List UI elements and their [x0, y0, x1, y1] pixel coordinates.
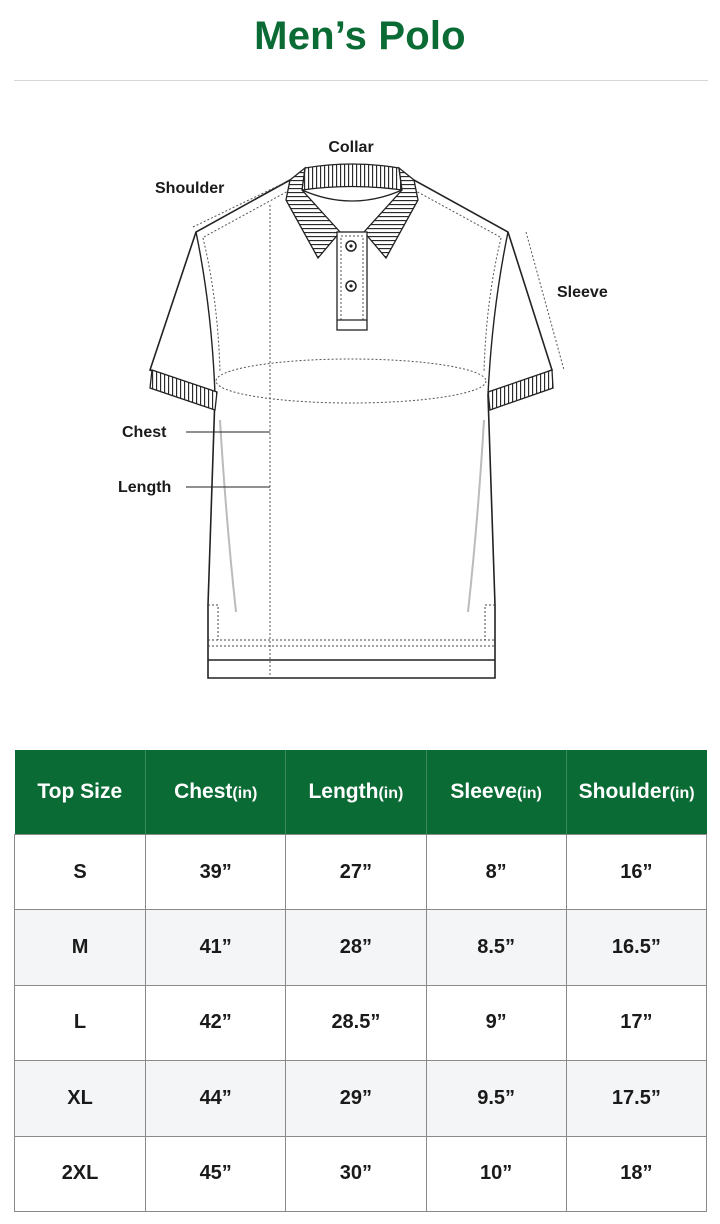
cell-chest: 44”: [146, 1061, 286, 1136]
label-length: Length: [118, 479, 172, 496]
table-row: [15, 910, 707, 985]
cell-length: 28.5”: [286, 985, 426, 1060]
cell-shoulder: 16.5”: [566, 910, 706, 985]
cell-shoulder: 17”: [566, 985, 706, 1060]
polo-measurement-diagram: [0, 90, 720, 700]
cell-chest: 45”: [146, 1136, 286, 1211]
cell-chest: 42”: [146, 985, 286, 1060]
cell-length: 29”: [286, 1061, 426, 1136]
cell-size: XL: [15, 1061, 146, 1136]
label-chest: Chest: [122, 424, 167, 441]
cell-size: M: [15, 910, 146, 985]
cell-shoulder: 17.5”: [566, 1061, 706, 1136]
cell-length: 30”: [286, 1136, 426, 1211]
header-sleeve: Sleeve(in): [426, 750, 566, 835]
cell-chest: 39”: [146, 835, 286, 910]
cell-length: 28”: [286, 910, 426, 985]
table-row: [15, 985, 707, 1060]
header-length: Length(in): [286, 750, 426, 835]
label-sleeve: Sleeve: [557, 284, 608, 301]
header-shoulder: Shoulder(in): [566, 750, 706, 835]
cell-size: L: [15, 985, 146, 1060]
cell-shoulder: 16”: [566, 835, 706, 910]
cell-sleeve: 9”: [426, 985, 566, 1060]
size-chart-table: [14, 750, 707, 1212]
collar-band: [302, 164, 402, 190]
header-chest: Chest(in): [146, 750, 286, 835]
table-row: [15, 1061, 707, 1136]
title-divider: [14, 80, 708, 81]
cell-length: 27”: [286, 835, 426, 910]
cell-sleeve: 8.5”: [426, 910, 566, 985]
label-collar: Collar: [328, 139, 374, 156]
header-top-size: Top Size: [15, 750, 146, 835]
cell-sleeve: 9.5”: [426, 1061, 566, 1136]
cell-sleeve: 10”: [426, 1136, 566, 1211]
cell-size: S: [15, 835, 146, 910]
table-row: [15, 835, 707, 910]
cell-sleeve: 8”: [426, 835, 566, 910]
cell-chest: 41”: [146, 910, 286, 985]
label-shoulder: Shoulder: [155, 180, 225, 197]
table-row: [15, 1136, 707, 1211]
page-title: Men’s Polo: [254, 14, 466, 58]
cell-shoulder: 18”: [566, 1136, 706, 1211]
cell-size: 2XL: [15, 1136, 146, 1211]
table-header-row: [15, 750, 707, 835]
